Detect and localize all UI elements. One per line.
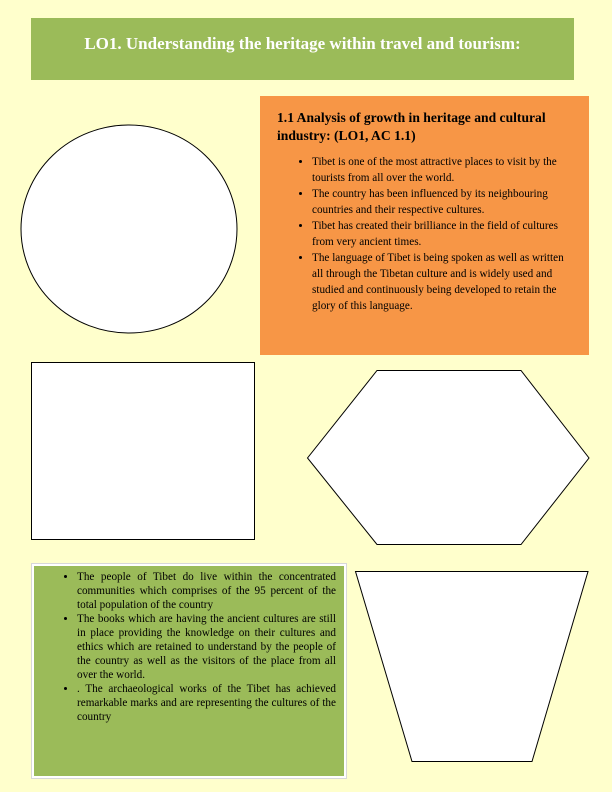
list-item: • Tibet is one of the most attractive places to visit by the tourists from all over the world. xyxy=(312,154,571,186)
circle-shape xyxy=(20,124,240,336)
analysis-list xyxy=(277,154,571,314)
list-item: • The books which are having the ancient cultures are still in place providing the knowledge on their cultures and ethics which are retained to understand by the people of the country as well as the visitors of the place from all over the world. xyxy=(77,612,336,682)
analysis-heading: 1.1 Analysis of growth in heritage and cultural industry: (LO1, AC 1.1) xyxy=(277,110,546,143)
trapezoid-shape xyxy=(354,570,590,764)
page-title: LO1. Understanding the heritage within travel and tourism: xyxy=(84,34,521,53)
square-shape xyxy=(30,361,257,541)
facts-list xyxy=(38,570,336,724)
hexagon-shape xyxy=(306,369,592,547)
list-item: • The language of Tibet is being spoken as well as written all through the Tibetan culture and is widely used and studied and continuously being developed to retain the glory of this language. xyxy=(312,250,571,314)
list-item: • Tibet has created their brilliance in the field of cultures from very ancient times. xyxy=(312,218,571,250)
facts-box xyxy=(31,563,347,779)
analysis-box xyxy=(260,96,589,355)
list-item: • The people of Tibet do live within the concentrated communities which comprises of the 95 percent of the total population of the country xyxy=(77,570,336,612)
list-item: • The country has been influenced by its neighbouring countries and their respective cultures. xyxy=(312,186,571,218)
title-bar xyxy=(31,18,574,80)
list-item: • . The archaeological works of the Tibet has achieved remarkable marks and are representing the cultures of the country xyxy=(77,682,336,724)
